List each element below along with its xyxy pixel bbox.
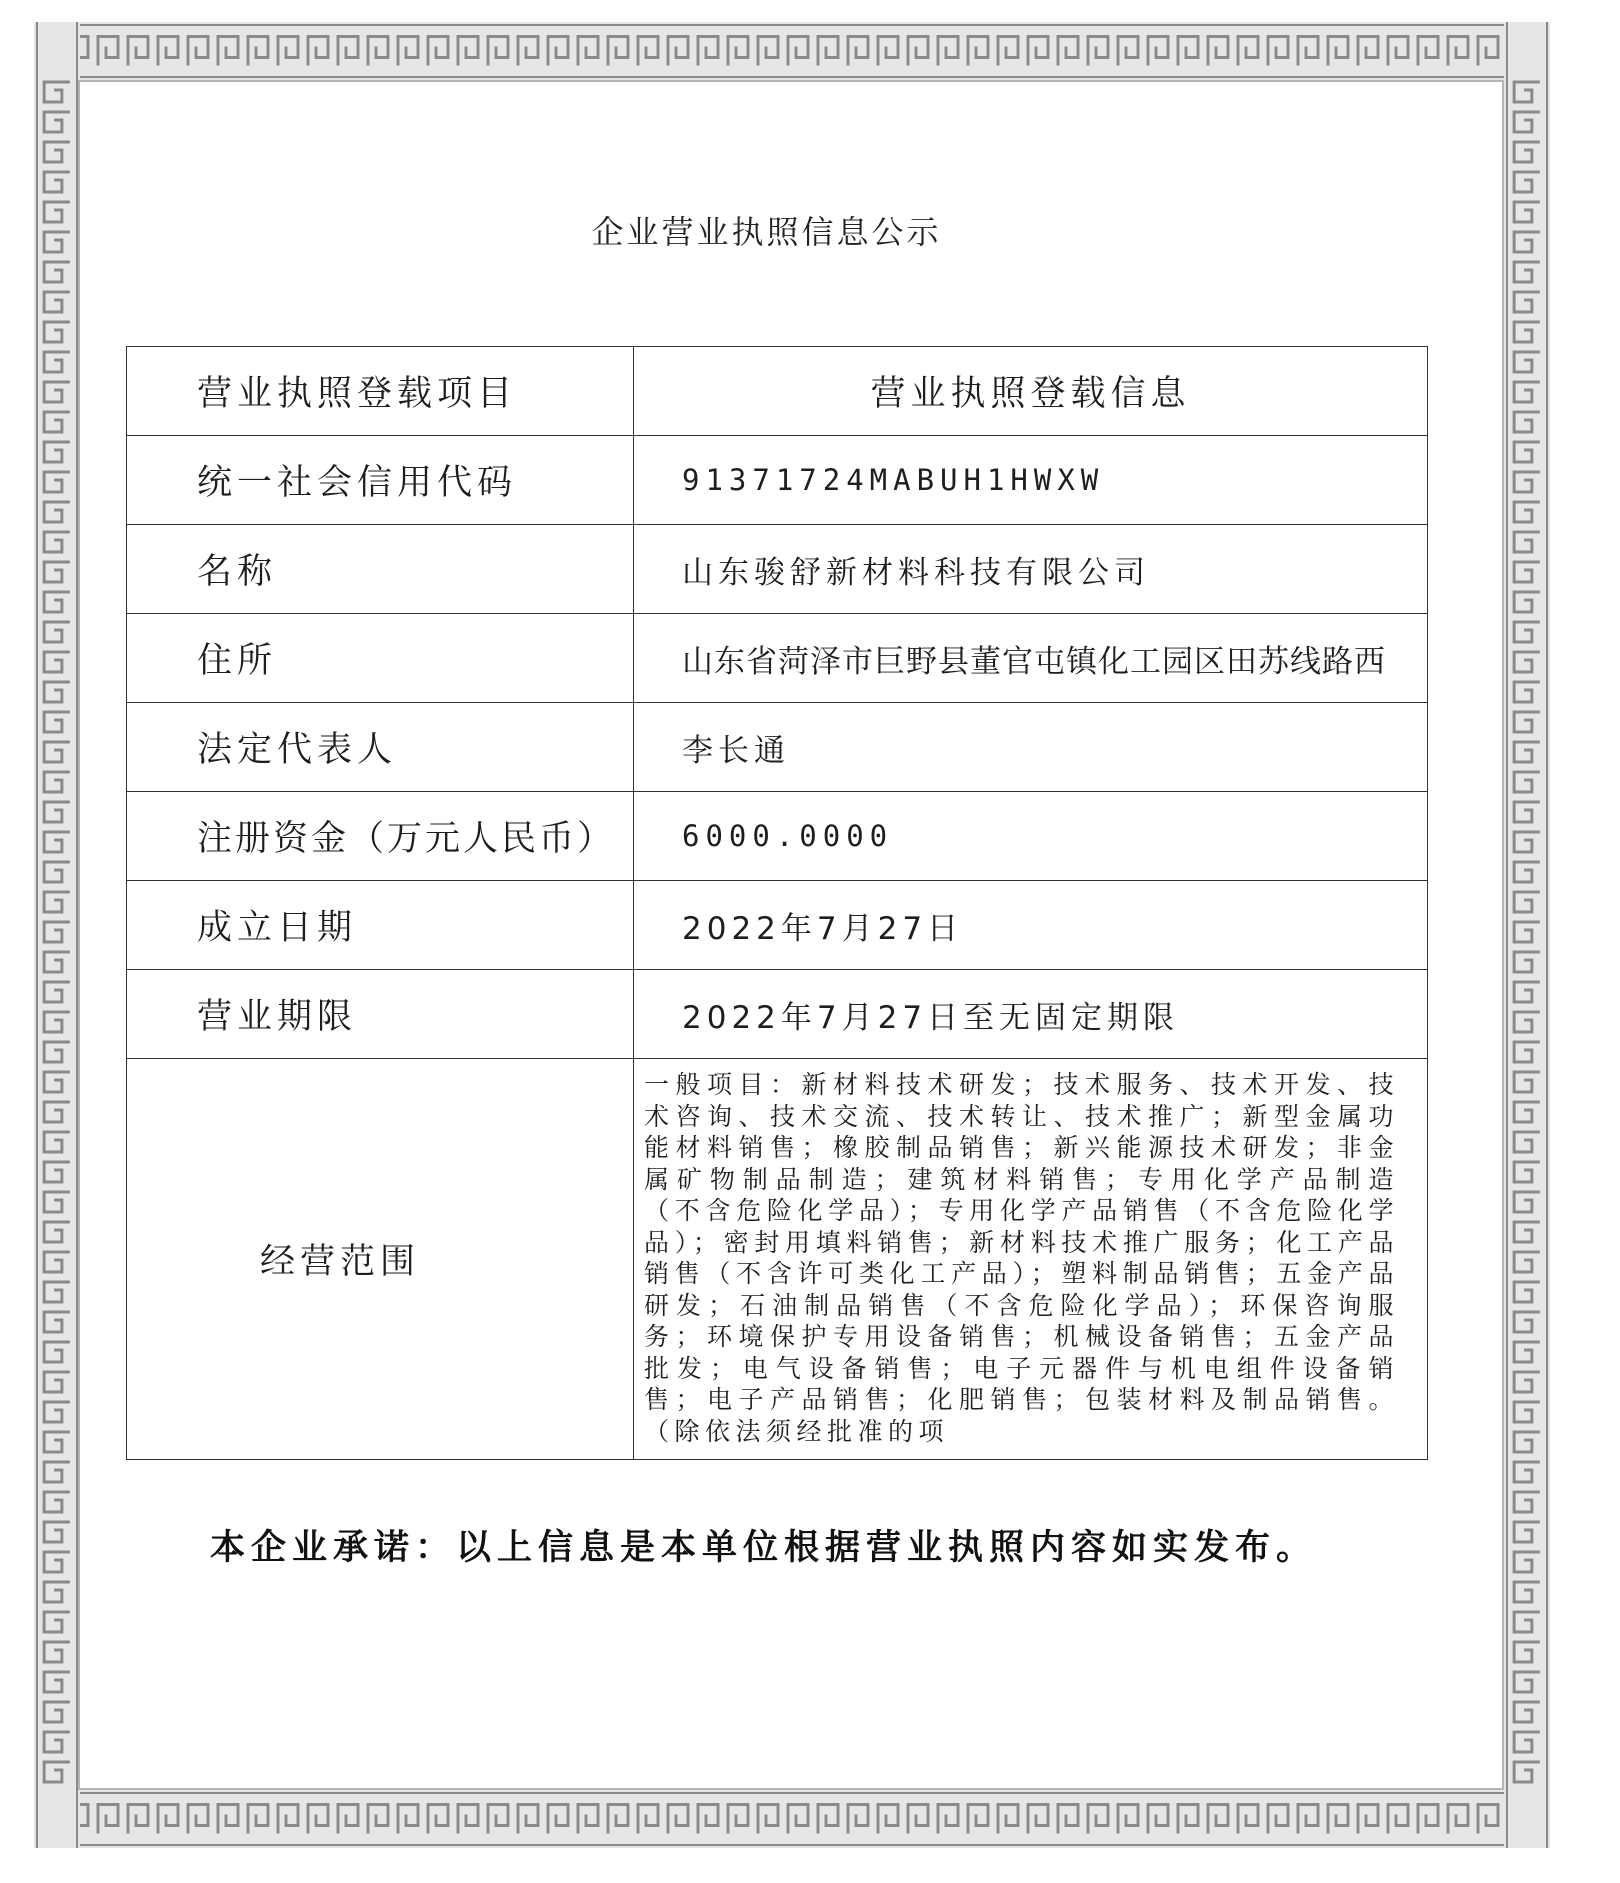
fret-motif xyxy=(698,37,718,66)
fret-motif xyxy=(1238,1805,1258,1834)
fret-motif xyxy=(1514,1072,1540,1092)
company-promise: 本企业承诺：以上信息是本单位根据营业执照内容如实发布。 xyxy=(210,1528,1318,1568)
fret-motif xyxy=(1514,1222,1540,1242)
row-value-credit-code: 91371724MABUH1HWXW xyxy=(634,436,1428,525)
fret-motif xyxy=(308,1805,328,1834)
fret-motif xyxy=(728,1805,748,1834)
row-label-credit-code: 统一社会信用代码 xyxy=(127,436,634,525)
fret-motif xyxy=(878,1805,898,1834)
fret-motif xyxy=(188,37,208,66)
fret-motif xyxy=(44,1462,70,1482)
fret-motif xyxy=(1268,1805,1288,1834)
table-row xyxy=(127,792,1428,881)
fret-motif xyxy=(44,1492,70,1512)
fret-motif xyxy=(1514,1762,1540,1782)
fret-motif xyxy=(968,1805,988,1834)
fret-motif xyxy=(44,1222,70,1242)
fret-motif xyxy=(44,262,70,282)
fret-motif xyxy=(968,37,988,66)
fret-motif xyxy=(1514,1672,1540,1692)
fret-motif xyxy=(44,1642,70,1662)
fret-motif xyxy=(1514,712,1540,732)
fret-motif xyxy=(44,112,70,132)
fret-motif xyxy=(1514,472,1540,492)
fret-motif xyxy=(458,1805,478,1834)
fret-motif xyxy=(398,37,418,66)
fret-motif xyxy=(1328,1805,1348,1834)
fret-motif xyxy=(1514,622,1540,642)
fret-motif xyxy=(608,37,628,66)
fret-motif xyxy=(44,1072,70,1092)
fret-motif xyxy=(44,1522,70,1542)
fret-motif xyxy=(1514,442,1540,462)
fret-motif xyxy=(44,562,70,582)
border-pattern-right xyxy=(1504,22,1550,1848)
fret-motif xyxy=(1358,37,1378,66)
fret-motif xyxy=(98,37,118,66)
fret-motif xyxy=(1514,322,1540,342)
fret-motif xyxy=(1514,1042,1540,1062)
fret-motif xyxy=(1298,37,1318,66)
fret-motif xyxy=(998,37,1018,66)
fret-motif xyxy=(728,37,748,66)
fret-motif xyxy=(44,772,70,792)
fret-motif xyxy=(1514,1372,1540,1392)
header-item-cell: 营业执照登载项目 xyxy=(127,347,634,436)
row-value-term: 2022年7月27日至无固定期限 xyxy=(634,970,1428,1059)
fret-motif xyxy=(1478,1805,1498,1834)
fret-motif xyxy=(1418,37,1438,66)
fret-motif xyxy=(1448,1805,1468,1834)
fret-motif xyxy=(1514,1612,1540,1632)
fret-motif xyxy=(998,1805,1018,1834)
fret-motif xyxy=(44,1252,70,1272)
fret-motif xyxy=(1514,1312,1540,1332)
fret-motif xyxy=(758,37,778,66)
fret-motif xyxy=(1514,1432,1540,1452)
fret-motif xyxy=(248,37,268,66)
row-label-term: 营业期限 xyxy=(127,970,634,1059)
table-row xyxy=(127,703,1428,792)
border-pattern-bottom xyxy=(34,1790,1550,1848)
row-label-legal-rep: 法定代表人 xyxy=(127,703,634,792)
fret-motif xyxy=(338,37,358,66)
fret-motif xyxy=(128,1805,148,1834)
fret-motif xyxy=(44,1132,70,1152)
fret-motif xyxy=(1208,1805,1228,1834)
fret-motif xyxy=(44,592,70,612)
fret-motif xyxy=(368,37,388,66)
fret-motif xyxy=(908,1805,928,1834)
fret-motif xyxy=(44,1192,70,1212)
fret-motif xyxy=(1514,1192,1540,1212)
fret-motif xyxy=(1418,1805,1438,1834)
fret-motif xyxy=(1514,352,1540,372)
fret-motif xyxy=(938,37,958,66)
fret-motif xyxy=(578,1805,598,1834)
fret-motif xyxy=(1514,862,1540,882)
fret-motif xyxy=(1028,1805,1048,1834)
fret-motif xyxy=(44,652,70,672)
table-row xyxy=(127,614,1428,703)
fret-motif xyxy=(44,382,70,402)
fret-motif xyxy=(578,37,598,66)
fret-motif xyxy=(1514,1132,1540,1152)
border-pattern-left xyxy=(34,22,80,1848)
fret-motif xyxy=(44,1612,70,1632)
fret-motif xyxy=(428,1805,448,1834)
fret-motif xyxy=(44,1402,70,1422)
fret-motif xyxy=(44,1732,70,1752)
fret-motif xyxy=(44,1372,70,1392)
fret-motif xyxy=(44,742,70,762)
row-label-founded: 成立日期 xyxy=(127,881,634,970)
fret-motif xyxy=(248,1805,268,1834)
header-info-cell: 营业执照登载信息 xyxy=(634,347,1428,436)
fret-motif xyxy=(1514,652,1540,672)
fret-motif xyxy=(1514,292,1540,312)
fret-motif xyxy=(44,1102,70,1122)
fret-motif xyxy=(758,1805,778,1834)
fret-motif xyxy=(908,37,928,66)
fret-motif xyxy=(518,1805,538,1834)
fret-motif xyxy=(44,292,70,312)
row-value-capital: 6000.0000 xyxy=(634,792,1428,881)
fret-motif xyxy=(1514,82,1540,102)
fret-motif xyxy=(44,1042,70,1062)
table-header-row xyxy=(127,347,1428,436)
row-value-legal-rep: 李长通 xyxy=(634,703,1428,792)
fret-motif xyxy=(548,37,568,66)
fret-motif xyxy=(1514,1582,1540,1602)
fret-motif xyxy=(44,802,70,822)
fret-motif xyxy=(1298,1805,1318,1834)
fret-motif xyxy=(1268,37,1288,66)
fret-motif xyxy=(1514,742,1540,762)
fret-motif xyxy=(44,472,70,492)
fret-motif xyxy=(1118,1805,1138,1834)
fret-motif xyxy=(428,37,448,66)
fret-motif xyxy=(458,37,478,66)
fret-motif xyxy=(1514,532,1540,552)
fret-motif xyxy=(188,1805,208,1834)
fret-motif xyxy=(44,1762,70,1782)
fret-motif xyxy=(878,37,898,66)
fret-motif xyxy=(218,1805,238,1834)
fret-motif xyxy=(44,1582,70,1602)
fret-motif xyxy=(44,952,70,972)
fret-motif xyxy=(1514,832,1540,852)
fret-motif xyxy=(1028,37,1048,66)
fret-motif xyxy=(44,1012,70,1032)
fret-motif xyxy=(44,82,70,102)
fret-motif xyxy=(44,832,70,852)
fret-motif xyxy=(1514,1522,1540,1542)
fret-motif xyxy=(1514,382,1540,402)
fret-motif xyxy=(158,37,178,66)
fret-motif xyxy=(44,622,70,642)
fret-motif xyxy=(1514,1732,1540,1752)
row-label-name: 名称 xyxy=(127,525,634,614)
fret-motif xyxy=(44,1552,70,1572)
fret-motif xyxy=(1058,37,1078,66)
table-row xyxy=(127,881,1428,970)
fret-motif xyxy=(1514,262,1540,282)
row-value-scope: 一般项目：新材料技术研发；技术服务、技术开发、技术咨询、技术交流、技术转让、技术推广；新型金属功能材料销售；橡胶制品销售；新兴能源技术研发；非金属矿物制品制造；建筑材料销售；专用化学产品制造（不含危险化学品）；专用化学产品销售（不含危险化学品）；密封用填料销售；新材料技术推广服务；化工产品销售（不含许可类化工产品）；塑料制品销售；五金产品研发；石油制品销售（不含危险化学品）；环保咨询服务；环境保护专用设备销售；机械设备销售；五金产品批发；电气设备销售；电子元器件与机电组件设备销售；电子产品销售；化肥销售；包装材料及制品销售。（除依法须经批准的项 xyxy=(634,1059,1428,1460)
fret-motif xyxy=(44,682,70,702)
fret-motif xyxy=(44,442,70,462)
fret-motif xyxy=(1328,37,1348,66)
fret-motif xyxy=(98,1805,118,1834)
fret-motif xyxy=(44,712,70,732)
fret-motif xyxy=(44,1282,70,1302)
fret-motif xyxy=(1118,37,1138,66)
fret-motif xyxy=(1088,37,1108,66)
row-label-scope: 经营范围 xyxy=(127,1059,634,1460)
fret-motif xyxy=(368,1805,388,1834)
fret-motif xyxy=(668,37,688,66)
fret-motif xyxy=(1148,37,1168,66)
fret-motif xyxy=(488,1805,508,1834)
fret-motif xyxy=(1514,1162,1540,1182)
fret-motif xyxy=(44,1312,70,1332)
fret-motif xyxy=(1388,37,1408,66)
fret-motif xyxy=(44,1702,70,1722)
fret-motif xyxy=(1178,1805,1198,1834)
row-label-address: 住所 xyxy=(127,614,634,703)
fret-motif xyxy=(1148,1805,1168,1834)
row-label-capital: 注册资金（万元人民币） xyxy=(127,792,634,881)
fret-motif xyxy=(44,1672,70,1692)
fret-motif xyxy=(1514,502,1540,522)
fret-motif xyxy=(1448,37,1468,66)
fret-motif xyxy=(1514,1012,1540,1032)
fret-motif xyxy=(938,1805,958,1834)
fret-motif xyxy=(44,352,70,372)
fret-motif xyxy=(848,1805,868,1834)
fret-motif xyxy=(308,37,328,66)
fret-motif xyxy=(818,1805,838,1834)
table-row xyxy=(127,1059,1428,1460)
fret-motif xyxy=(1514,1642,1540,1662)
fret-motif xyxy=(1514,772,1540,792)
document-title: 企业营业执照信息公示 xyxy=(591,213,942,251)
fret-motif xyxy=(1514,1462,1540,1482)
row-value-address: 山东省菏泽市巨野县董官屯镇化工园区田苏线路西 xyxy=(634,614,1428,703)
fret-motif xyxy=(638,37,658,66)
fret-motif xyxy=(1514,892,1540,912)
fret-motif xyxy=(44,862,70,882)
fret-motif xyxy=(518,37,538,66)
fret-motif xyxy=(44,502,70,522)
fret-motif xyxy=(1514,1492,1540,1512)
border-pattern-top xyxy=(34,22,1550,80)
table-row xyxy=(127,436,1428,525)
fret-motif xyxy=(44,142,70,162)
fret-motif xyxy=(44,982,70,1002)
fret-motif xyxy=(1514,682,1540,702)
fret-motif xyxy=(1514,172,1540,192)
fret-motif xyxy=(44,1432,70,1452)
fret-motif xyxy=(128,37,148,66)
fret-motif xyxy=(1514,562,1540,582)
fret-motif xyxy=(608,1805,628,1834)
fret-motif xyxy=(638,1805,658,1834)
fret-motif xyxy=(788,1805,808,1834)
fret-motif xyxy=(1514,412,1540,432)
fret-motif xyxy=(1514,922,1540,942)
fret-motif xyxy=(158,1805,178,1834)
fret-motif xyxy=(848,37,868,66)
fret-motif xyxy=(1238,37,1258,66)
fret-motif xyxy=(1514,1402,1540,1422)
fret-motif xyxy=(1514,142,1540,162)
fret-motif xyxy=(1388,1805,1408,1834)
fret-motif xyxy=(1514,1702,1540,1722)
fret-motif xyxy=(548,1805,568,1834)
fret-motif xyxy=(278,1805,298,1834)
fret-motif xyxy=(1514,1342,1540,1362)
fret-motif xyxy=(44,532,70,552)
fret-motif xyxy=(668,1805,688,1834)
fret-motif xyxy=(788,37,808,66)
fret-motif xyxy=(398,1805,418,1834)
fret-motif xyxy=(278,37,298,66)
fret-motif xyxy=(44,412,70,432)
fret-motif xyxy=(1514,952,1540,972)
fret-motif xyxy=(44,892,70,912)
table-row xyxy=(127,970,1428,1059)
fret-motif xyxy=(1514,112,1540,132)
fret-motif xyxy=(1514,802,1540,822)
fret-motif xyxy=(818,37,838,66)
fret-motif xyxy=(1178,37,1198,66)
fret-motif xyxy=(1514,982,1540,1002)
fret-motif xyxy=(1514,1552,1540,1572)
fret-motif xyxy=(44,1342,70,1362)
table-row xyxy=(127,525,1428,614)
fret-motif xyxy=(44,1162,70,1182)
fret-motif xyxy=(218,37,238,66)
fret-motif xyxy=(1088,1805,1108,1834)
fret-motif xyxy=(1478,37,1498,66)
fret-motif xyxy=(1514,1282,1540,1302)
fret-motif xyxy=(698,1805,718,1834)
fret-motif xyxy=(1058,1805,1078,1834)
fret-motif xyxy=(1358,1805,1378,1834)
fret-motif xyxy=(1514,1102,1540,1122)
fret-motif xyxy=(338,1805,358,1834)
fret-motif xyxy=(44,172,70,192)
license-info-table xyxy=(126,346,1428,1460)
row-value-name: 山东骏舒新材料科技有限公司 xyxy=(634,525,1428,614)
fret-motif xyxy=(44,922,70,942)
fret-motif xyxy=(1208,37,1228,66)
fret-motif xyxy=(488,37,508,66)
fret-motif xyxy=(1514,592,1540,612)
fret-motif xyxy=(1514,1252,1540,1272)
fret-motif xyxy=(44,322,70,342)
row-value-founded: 2022年7月27日 xyxy=(634,881,1428,970)
